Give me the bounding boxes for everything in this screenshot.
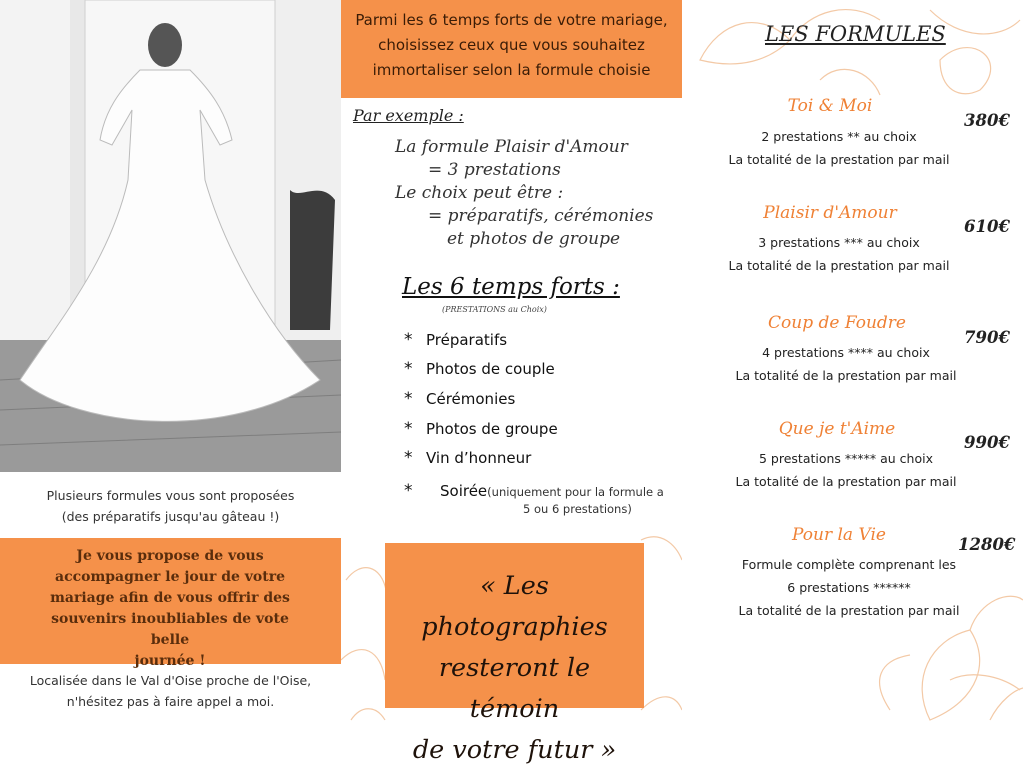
asterisk-icon: * (404, 389, 413, 409)
formule-line: 4 prestations **** au choix (762, 345, 930, 360)
formule-name: Pour la Vie (792, 525, 886, 545)
location-note (0, 670, 341, 712)
location-line: n'hésitez pas à faire appel a moi. (66, 694, 275, 709)
example-text (352, 136, 672, 251)
top-info-line: immortaliser selon la formule choisie (372, 61, 651, 79)
asterisk-icon: * (404, 481, 413, 501)
formule-price: 990€ (964, 433, 1010, 452)
soiree-note: (uniquement pour la formule a (487, 485, 664, 499)
asterisk-icon: * (404, 419, 413, 439)
example-line: = préparatifs, cérémonies (428, 206, 654, 226)
location-line: Localisée dans le Val d'Oise proche de l'Oise, (29, 673, 312, 688)
formule-price: 790€ (964, 328, 1010, 347)
intro-line: accompagner le jour de votre (55, 569, 285, 585)
example-title: Par exemple : (353, 106, 464, 125)
formule-price: 610€ (964, 217, 1010, 236)
formule-price: 380€ (964, 111, 1010, 130)
temps-item (404, 359, 555, 379)
formule-name: Coup de Foudre (768, 313, 906, 333)
formule-line: La totalité de la prestation par mail (728, 258, 950, 273)
formule-name: Toi & Moi (787, 96, 873, 116)
quote-line: « Les photographies (421, 571, 608, 642)
temps-item (404, 330, 507, 350)
formule-price: 1280€ (958, 535, 1016, 554)
top-info-line: Parmi les 6 temps forts de votre mariage, (355, 11, 668, 29)
formule-line: 5 prestations ***** au choix (758, 451, 933, 466)
asterisk-icon: * (404, 448, 413, 468)
temps-item (404, 448, 531, 468)
bride-photo (0, 0, 341, 472)
temps-item-label: Photos de groupe (426, 420, 558, 438)
temps-forts-subtitle: (PRESTATIONS au Choix) (442, 305, 547, 314)
temps-item-label: Cérémonies (426, 390, 516, 408)
example-line: et photos de groupe (447, 229, 621, 249)
bride-photo-icon (0, 0, 341, 472)
formule-name: Plaisir d'Amour (763, 203, 897, 223)
formule-line: La totalité de la prestation par mail (735, 474, 957, 489)
asterisk-icon: * (404, 330, 413, 350)
temps-item-label: Préparatifs (426, 331, 508, 349)
intro-line: mariage afin de vous offrir des (50, 590, 290, 606)
formule-line: La totalité de la prestation par mail (738, 603, 960, 618)
intro-line: souvenirs inoubliables de vote belle (51, 611, 289, 648)
floral-decoration-top-right (680, 0, 1023, 110)
temps-item-label: Photos de couple (426, 360, 555, 378)
quote-line: resteront le témoin (438, 653, 591, 724)
top-info-text (345, 8, 678, 83)
example-line: = 3 prestations (428, 160, 561, 180)
formules-title: LES FORMULES (765, 22, 946, 46)
formule-line: 2 prestations ** au choix (761, 129, 917, 144)
quote-text (392, 566, 637, 771)
example-line: Le choix peut être : (395, 183, 564, 203)
formule-line: Formule complète comprenant les (741, 557, 957, 572)
formule-line: La totalité de la prestation par mail (728, 152, 950, 167)
formules-caption (0, 485, 341, 527)
temps-forts-title: Les 6 temps forts : (402, 274, 620, 300)
formule-line: La totalité de la prestation par mail (735, 368, 957, 383)
caption-line: (des préparatifs jusqu'au gâteau !) (61, 509, 280, 524)
temps-item-label: Soirée (440, 482, 488, 500)
caption-line: Plusieurs formules vous sont proposées (46, 488, 295, 503)
formule-name: Que je t'Aime (778, 419, 896, 439)
temps-item (404, 389, 515, 409)
temps-item (404, 419, 558, 439)
top-info-line: choisissez ceux que vous souhaitez (378, 36, 645, 54)
quote-line: de votre futur » (412, 735, 617, 765)
intro-line: journée ! (134, 653, 206, 669)
formule-line: 6 prestations ****** (787, 580, 911, 595)
temps-item (404, 481, 664, 501)
asterisk-icon: * (404, 359, 413, 379)
example-line: La formule Plaisir d'Amour (395, 137, 628, 157)
soiree-note: 5 ou 6 prestations) (523, 502, 632, 516)
intro-text (30, 546, 310, 672)
formule-line: 3 prestations *** au choix (758, 235, 920, 250)
intro-line: Je vous propose de vous (76, 548, 264, 564)
temps-item-label: Vin d’honneur (426, 449, 532, 467)
